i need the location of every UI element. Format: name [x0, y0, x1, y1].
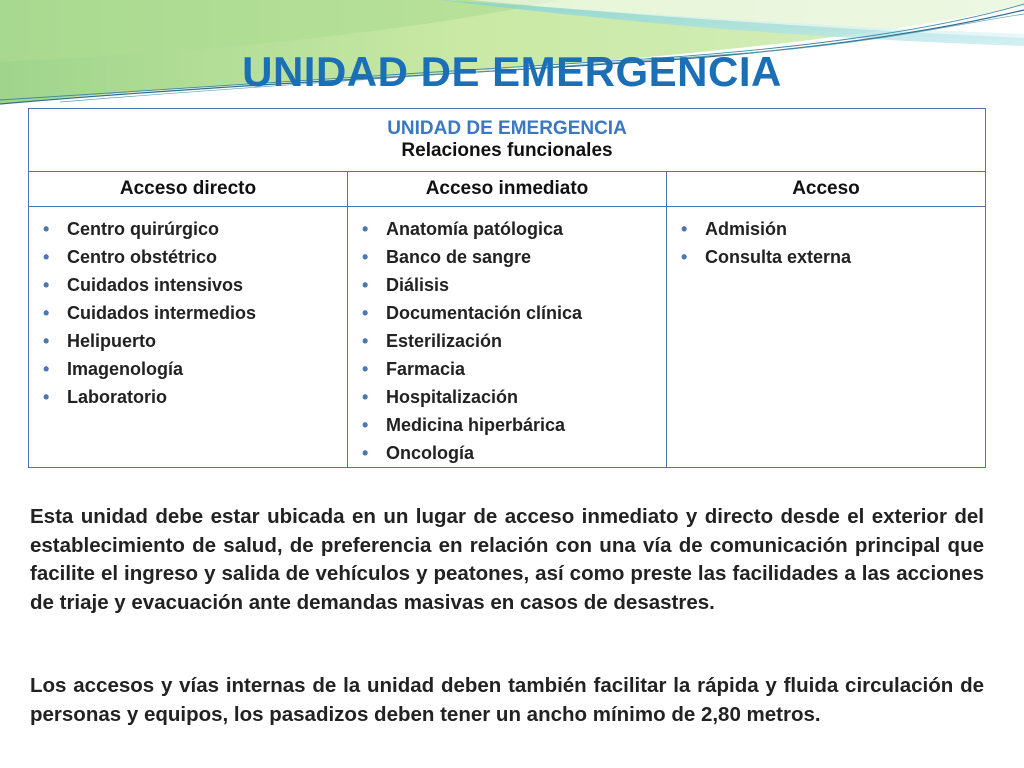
column-cell-acceso-inmediato: [348, 207, 667, 468]
list-item: [43, 299, 347, 327]
list-item: [362, 383, 666, 411]
list-item: [362, 299, 666, 327]
slide-title: UNIDAD DE EMERGENCIA: [242, 48, 782, 95]
list-item-label: Esterilización: [386, 331, 503, 351]
list-item: [362, 355, 666, 383]
bullet-icon: •: [362, 331, 369, 351]
bullet-icon: •: [362, 303, 369, 323]
list-item: [43, 243, 347, 271]
bullet-icon: •: [43, 219, 50, 239]
paragraph-circulation: Los accesos y vías internas de la unidad deben también facilitar la rápida y fluida circulación de personas y equipos, los pasadizos deben tener un ancho mínimo de 2,80 metros.: [30, 674, 984, 726]
list-item-label: Anatomía patólogica: [386, 219, 564, 239]
table-caption-title: UNIDAD DE EMERGENCIA: [387, 118, 627, 139]
list-acceso-inmediato: [348, 215, 666, 467]
list-item-label: Oncología: [386, 443, 475, 463]
list-item-label: Documentación clínica: [386, 303, 583, 323]
list-item-label: Centro quirúrgico: [67, 219, 219, 239]
list-item: [362, 215, 666, 243]
bullet-icon: •: [362, 443, 369, 463]
bullet-icon: •: [43, 303, 50, 323]
table-caption-subtitle: Relaciones funcionales: [401, 140, 613, 161]
list-item-label: Diálisis: [386, 275, 450, 295]
list-item-label: Hospitalización: [386, 387, 519, 407]
column-header-acceso: Acceso: [667, 172, 986, 207]
list-item-label: Laboratorio: [67, 387, 168, 407]
list-item: [362, 411, 666, 439]
list-acceso: [667, 215, 985, 271]
list-item: [362, 439, 666, 467]
column-cell-acceso: [667, 207, 986, 468]
bullet-icon: •: [362, 275, 369, 295]
paragraph-location: Esta unidad debe estar ubicada en un lugar de acceso inmediato y directo desde el exterior del establecimiento de salud, de preferencia en relación con una vía de comunicación principal que facilite el ingreso y salida de vehículos y peatones, así como preste las facilidades a las acciones de triaje y evacuación ante demandas masivas en casos de desastres.: [30, 505, 984, 614]
bullet-icon: •: [362, 415, 369, 435]
list-item-label: Admisión: [705, 219, 788, 239]
bullet-icon: •: [43, 275, 50, 295]
list-item-label: Cuidados intermedios: [67, 303, 257, 323]
list-acceso-directo: [29, 215, 347, 411]
bullet-icon: •: [43, 247, 50, 267]
bullet-icon: •: [681, 247, 688, 267]
list-item: [362, 327, 666, 355]
bullet-icon: •: [362, 219, 369, 239]
list-item: [362, 243, 666, 271]
column-header-acceso-directo: Acceso directo: [29, 172, 348, 207]
bullet-icon: •: [681, 219, 688, 239]
list-item: [681, 243, 985, 271]
bullet-icon: •: [362, 359, 369, 379]
list-item-label: Banco de sangre: [386, 247, 532, 267]
list-item: [43, 215, 347, 243]
list-item-label: Helipuerto: [67, 331, 157, 351]
bullet-icon: •: [362, 387, 369, 407]
list-item-label: Farmacia: [386, 359, 466, 379]
column-cell-acceso-directo: [29, 207, 348, 468]
bullet-icon: •: [43, 387, 50, 407]
list-item-label: Consulta externa: [705, 247, 852, 267]
table-caption: [29, 109, 986, 172]
list-item-label: Cuidados intensivos: [67, 275, 244, 295]
bullet-icon: •: [362, 247, 369, 267]
list-item: [43, 271, 347, 299]
bullet-icon: •: [43, 359, 50, 379]
relations-table: [28, 108, 986, 468]
list-item: [43, 327, 347, 355]
list-item: [681, 215, 985, 243]
bullet-icon: •: [43, 331, 50, 351]
list-item-label: Centro obstétrico: [67, 247, 218, 267]
list-item-label: Medicina hiperbárica: [386, 415, 566, 435]
list-item: [43, 355, 347, 383]
list-item: [362, 271, 666, 299]
list-item: [43, 383, 347, 411]
list-item-label: Imagenología: [67, 359, 184, 379]
column-header-acceso-inmediato: Acceso inmediato: [348, 172, 667, 207]
